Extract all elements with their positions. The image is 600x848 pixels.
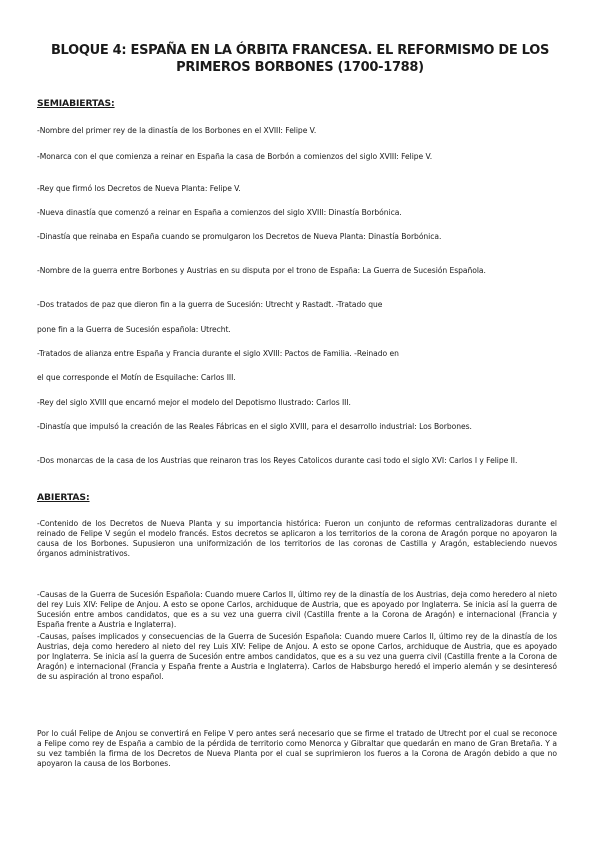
abierta-item: -Causas, países implicados y consecuencias de la Guerra de Sucesión Española: Cuando muere Carlos II, último rey de la dinastía de los Austrias, deja como heredero al nieto del rey Luis XIV: Felipe de Anjou. A esto se opone Carlos, archiduque de Austria, que es apoyado por Inglaterra. Se inicia así la guerra de Sucesión entre ambos candidatos, que es a su vez una guerra civil (Castilla frente a la Corona de Aragón) e internacional (Francia y España frente a Austria e Inglaterra). Carlos de Habsburgo heredó el imperio alemán y se desinteresó de su aspiración al trono español. bbox=[37, 632, 557, 681]
section-heading-abiertas: ABIERTAS: bbox=[37, 492, 90, 503]
section-heading-semiabiertas: SEMIABIERTAS: bbox=[37, 98, 115, 109]
semiabierta-item: -Nombre del primer rey de la dinastía de los Borbones en el XVIII: Felipe V. bbox=[37, 126, 317, 135]
semiabierta-item: -Tratados de alianza entre España y Francia durante el siglo XVIII: Pactos de Familia. -Reinado en bbox=[37, 349, 399, 358]
semiabierta-item: -Rey del siglo XVIII que encarnó mejor el modelo del Depotismo Ilustrado: Carlos III. bbox=[37, 398, 351, 407]
semiabierta-item: -Rey que firmó los Decretos de Nueva Planta: Felipe V. bbox=[37, 184, 241, 193]
semiabierta-item: -Monarca con el que comienza a reinar en España la casa de Borbón a comienzos del siglo XVIII: Felipe V. bbox=[37, 152, 433, 161]
abierta-item: -Causas de la Guerra de Sucesión Española: Cuando muere Carlos II, último rey de la dinastía de los Austrias, deja como heredero al nieto del rey Luis XIV: Felipe de Anjou. A esto se opone Carlos, archiduque de Austria, que es apoyado por Inglaterra. Se inicia así la guerra de Sucesión entre ambos candidatos, que es a su vez una guerra civil (Castilla frente a la Corona de Aragón) e internacional (Francia y España frente a Austria e Inglaterra). bbox=[37, 590, 557, 629]
abierta-item: -Contenido de los Decretos de Nueva Planta y su importancia histórica: Fueron un conjunto de reformas centralizadoras durante el reinado de Felipe V según el modelo francés. Estos decretos se aplicaron a los territorios de la corona de Aragón porque no apoyaron la causa de los Borbones. Supusieron una uniformización de los territorios de las coronas de Castilla y Aragón, estableciendo nuevos órganos administrativos. bbox=[37, 519, 557, 558]
semiabierta-item: pone fin a la Guerra de Sucesión española: Utrecht. bbox=[37, 325, 231, 334]
semiabierta-item: -Dos tratados de paz que dieron fin a la guerra de Sucesión: Utrecht y Rastadt. -Tratado que bbox=[37, 300, 383, 309]
abierta-item: Por lo cuál Felipe de Anjou se convertirá en Felipe V pero antes será necesario que se firme el tratado de Utrecht por el cual se reconoce a Felipe como rey de España a cambio de la pérdida de territorio como Menorca y Gibraltar que quedarán en mano de Gran Bretaña. Y a su vez también la firma de los Decretos de Nueva Planta por el cual se suprimieron los fueros a la Corona de Aragón debido a que no apoyaron la causa de los Borbones. bbox=[37, 729, 557, 768]
semiabierta-item: -Nombre de la guerra entre Borbones y Austrias en su disputa por el trono de España: La Guerra de Sucesión Española. bbox=[37, 266, 486, 275]
semiabierta-item: -Dinastía que reinaba en España cuando se promulgaron los Decretos de Nueva Planta: Dinastía Borbónica. bbox=[37, 232, 442, 241]
semiabierta-item: -Nueva dinastía que comenzó a reinar en España a comienzos del siglo XVIII: Dinastía Borbónica. bbox=[37, 208, 402, 217]
semiabierta-item: -Dos monarcas de la casa de los Austrias que reinaron tras los Reyes Catolicos durante casi todo el siglo XVI: Carlos I y Felipe II. bbox=[37, 456, 518, 465]
semiabierta-item: el que corresponde el Motín de Esquilache: Carlos III. bbox=[37, 373, 236, 382]
document-title: BLOQUE 4: ESPAÑA EN LA ÓRBITA FRANCESA. EL REFORMISMO DE LOS PRIMEROS BORBONES (1700-1788) bbox=[50, 43, 550, 75]
semiabierta-item: -Dinastía que impulsó la creación de las Reales Fábricas en el siglo XVIII, para el desarrollo industrial: Los Borbones. bbox=[37, 422, 472, 431]
